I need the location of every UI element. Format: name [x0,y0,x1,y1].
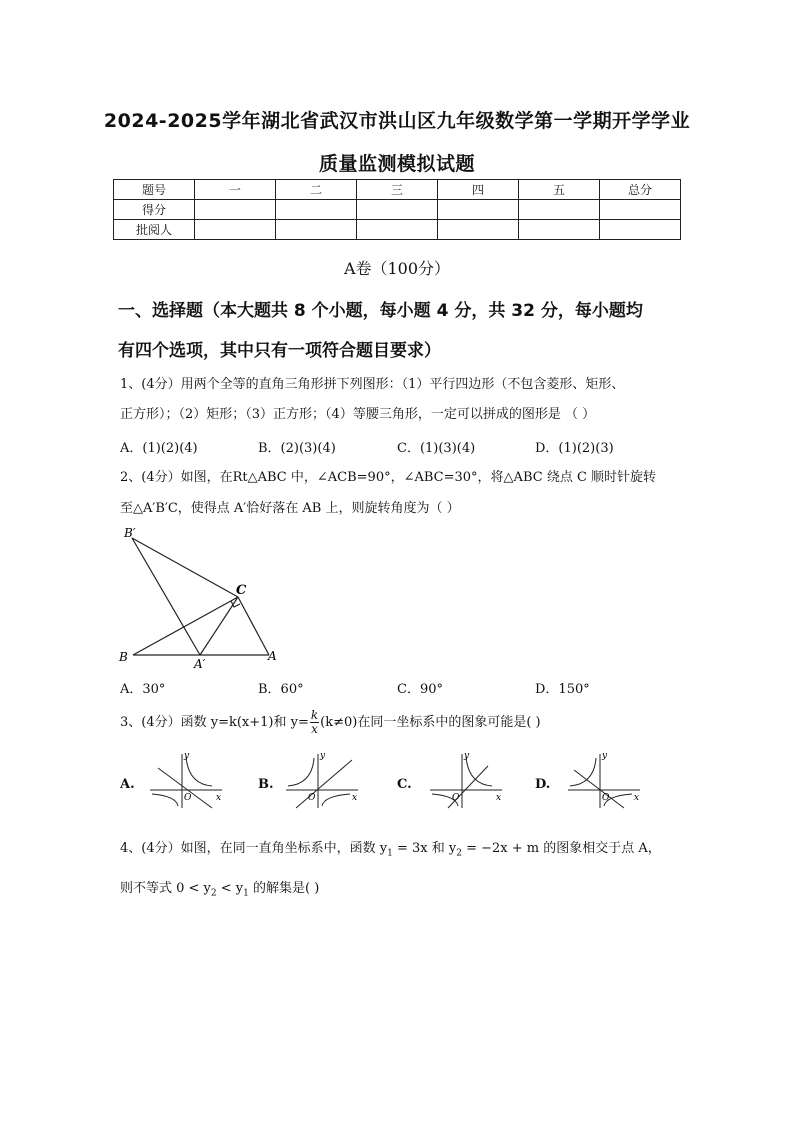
score-row-label: 得分 [114,200,195,220]
score-cell [438,200,519,220]
score-cell [357,220,438,240]
exam-title-line2: 质量监测模拟试题 [318,153,475,175]
q2-option-a: A．30° [120,682,166,697]
q3-frac-num: k [310,708,319,722]
score-cell [438,220,519,240]
q1-option-d: D．(1)(2)(3) [535,441,614,456]
linear-graph [296,760,352,808]
origin-label: O [184,793,192,803]
q4-sub: 2 [210,888,217,899]
segment-a-prime-c [200,597,238,655]
q3-frac-den: x [311,722,318,736]
score-header-cell: 二 [276,180,357,200]
score-cell [519,220,600,240]
q2-text-line2: 至△A′B′C，使得点 A′恰好落在 AB 上，则旋转角度为（ ） [120,501,460,516]
score-cell [600,220,681,240]
q3-option-label-d: D. [535,777,551,792]
q3-option-label-b: B. [258,777,274,792]
score-cell [357,200,438,220]
q1-option-c: C．(1)(3)(4) [397,441,476,456]
q4-text-part: = 3x 和 y [392,841,457,856]
score-cell [276,200,357,220]
q3-text [120,709,690,737]
segment-b-prime-c [132,538,238,597]
score-table-row [114,200,681,220]
q4-text-part: < y [216,881,244,896]
q4-sub: 2 [456,848,462,859]
origin-label: O [602,793,610,803]
part1-heading-line2: 有四个选项，其中只有一项符合题目要求） [118,341,441,361]
q3-fraction [310,709,319,736]
segment-ca [238,597,269,655]
exam-title-line1: 2024-2025学年湖北省武汉市洪山区九年级数学第一学期开学学业 [103,110,691,132]
x-axis-label: x [216,793,222,803]
score-table-row [114,220,681,240]
score-row-label: 批阅人 [114,220,195,240]
label-a-prime: A′ [194,657,206,671]
q3-option-label-c: C. [397,777,412,792]
score-table-header-row [114,180,681,200]
q3-prefix: 3、(4分）函数 y=k(x+1)和 y= [120,715,309,730]
section-a-title: A卷（100分） [343,259,451,278]
part1-heading-line1: 一、选择题（本大题共 8 个小题，每小题 4 分，共 32 分，每小题均 [118,301,643,321]
score-cell [276,220,357,240]
q1-option-a: A．(1)(2)(4) [120,441,198,456]
q2-option-b: B．60° [258,682,304,697]
q1-text-line2: 正方形）；（2）矩形；（3）正方形；（4）等腰三角形，一定可以拼成的图形是 （ ） [120,407,596,422]
q4-sub: 1 [387,848,393,859]
x-axis-label: x [634,793,640,803]
hyperbola-branch [322,794,350,806]
segment-bc [133,597,238,655]
q4-text-part: 则不等式 0 < y [120,881,211,896]
score-header-cell: 五 [519,180,600,200]
x-axis-label: x [496,793,502,803]
hyperbola-branch [466,756,492,786]
score-cell [600,200,681,220]
score-header-cell: 题号 [114,180,195,200]
q3-suffix: (k≠0)在同一坐标系中的图象可能是( ) [320,715,541,730]
score-cell [519,200,600,220]
y-axis-label: y [320,751,326,761]
label-b-prime: B′ [124,526,136,540]
q1-option-b: B．(2)(3)(4) [258,441,336,456]
y-axis-label: y [184,751,190,761]
hyperbola-branch [570,758,596,786]
q3-option-label-a: A. [120,777,135,792]
q4-text-line2 [120,879,690,904]
q3-graph-d [564,750,644,810]
score-cell [195,220,276,240]
y-axis-label: y [464,751,470,761]
hyperbola-branch [186,756,212,786]
origin-label: O [452,793,460,803]
score-header-cell: 三 [357,180,438,200]
x-axis-label: x [352,793,358,803]
q3-graph-c [426,750,506,810]
q3-graph-b [282,750,362,810]
origin-label: O [308,793,316,803]
hyperbola-branch [152,794,178,806]
q4-sub: 1 [243,888,249,899]
q4-text-part: 4、(4分）如图，在同一直角坐标系中，函数 y [120,841,388,856]
score-header-cell: 一 [195,180,276,200]
q2-option-c: C．90° [397,682,443,697]
q3-graph-a [146,750,226,810]
label-c: C [236,583,247,598]
score-table [113,179,681,240]
q4-text-line1 [120,839,690,864]
q2-option-d: D．150° [535,682,590,697]
score-header-cell: 四 [438,180,519,200]
label-a: A [268,649,277,663]
q2-text-line1: 2、(4分）如图，在Rt△ABC 中，∠ACB=90°，∠ABC=30°，将△ABC 绕点 C 顺时针旋转 [120,470,657,485]
y-axis-label: y [602,751,608,761]
score-header-cell: 总分 [600,180,681,200]
label-b: B [119,650,128,664]
score-cell [195,200,276,220]
linear-graph [574,770,624,808]
q1-text-line1: 1、(4分）用两个全等的直角三角形拼下列图形：（1）平行四边形（不包含菱形、矩形、 [120,377,625,392]
q4-text-part: 的解集是( ) [248,881,320,896]
q4-text-part: = −2x + m 的图象相交于点 A， [461,841,661,856]
hyperbola-branch [288,758,314,786]
q2-triangle-figure [112,522,292,672]
